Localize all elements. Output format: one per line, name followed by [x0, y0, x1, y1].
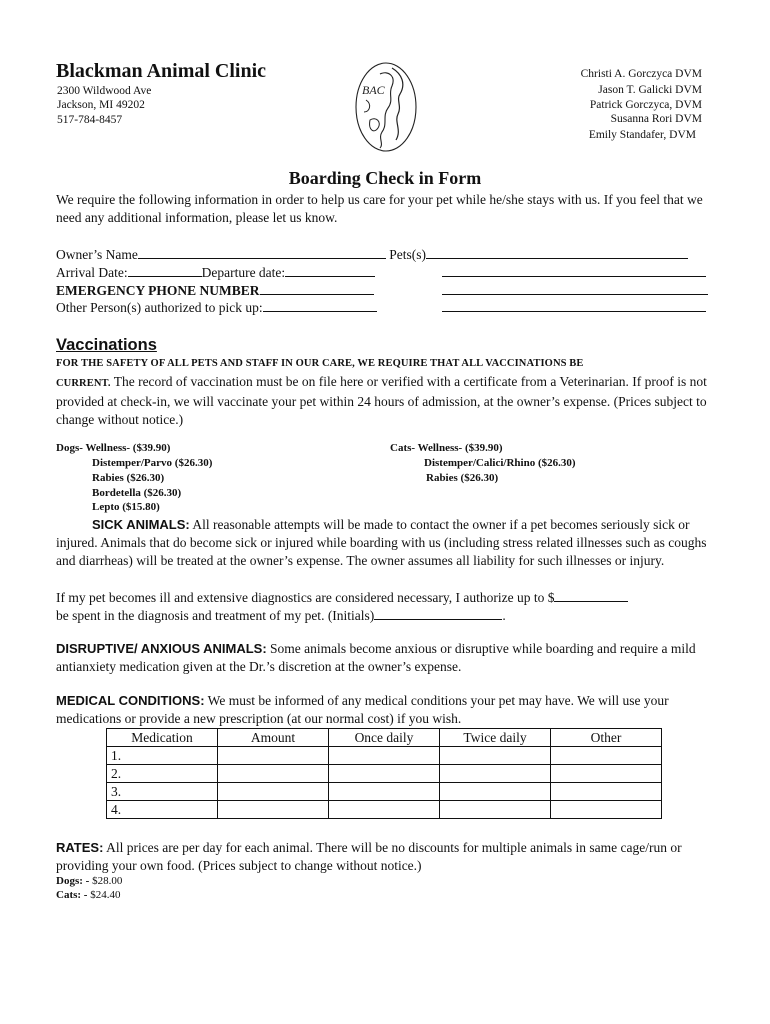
medication-cell[interactable]: 1. [107, 747, 218, 765]
other-cell[interactable] [551, 801, 662, 819]
medical-text: We must be informed of any medical conditions your pet may have. We will use your medications or provide a new prescription (at our normal cost) if you wish. [56, 693, 669, 726]
table-row [107, 783, 662, 801]
amount-cell[interactable] [218, 801, 329, 819]
vaccination-record-text: The record of vaccination must be on file here or verified with a certificate from a Veterinarian. [110, 374, 629, 389]
emergency-phone-field[interactable] [260, 281, 374, 295]
cats-rate [56, 889, 120, 901]
medication-cell[interactable]: 4. [107, 801, 218, 819]
initials-text: be spent in the diagnosis and treatment of my pet. (Initials) [56, 608, 375, 623]
initials-field[interactable] [374, 606, 502, 620]
departure-label: Departure date: [201, 265, 286, 280]
medical-heading: MEDICAL CONDITIONS: [56, 693, 205, 708]
dogs-vaccine: Bordetella ($26.30) [92, 487, 182, 499]
table-row [107, 747, 662, 765]
arrival-label: Arrival Date: [56, 265, 128, 280]
twice-daily-cell[interactable] [440, 783, 551, 801]
disruptive-heading: DISRUPTIVE/ ANXIOUS ANIMALS: [56, 641, 267, 656]
sick-animals-text: All reasonable attempts will be made to contact the owner if a pet becomes seriously sick or injured. Animals that do become sick or injured while boarding with us (including stress related illnesses such as coughs and diarrheas) will be treated at the owner’s expense. The owner assumes all liability for such illnesses or injury. [56, 517, 707, 568]
pets-field[interactable] [426, 245, 688, 259]
clinic-street: 2300 Wildwood Ave [57, 85, 152, 97]
emergency-row [56, 281, 374, 299]
logo-text: BAC [362, 83, 385, 97]
intro-text: We require the following information in order to help us care for your pet while he/she stays with us. If you feel that we need any additional information, please let us know. [56, 192, 703, 225]
rates-section [56, 839, 716, 875]
col-other: Other [551, 729, 662, 747]
authorize-row [56, 588, 628, 606]
rates-heading: RATES: [56, 840, 104, 855]
cats-rate-label: Cats: - [56, 889, 88, 901]
owner-row [56, 245, 688, 263]
other-cell[interactable] [551, 783, 662, 801]
clinic-city: Jackson, MI 49202 [57, 99, 145, 111]
medication-cell[interactable]: 3. [107, 783, 218, 801]
authorized-person-field[interactable] [263, 298, 377, 312]
disruptive-text: Some animals become anxious or disruptive while boarding and require a mild antianxiety medication given at the Dr.’s discretion at the owner’s expense. [56, 641, 696, 674]
sick-animals-section [56, 516, 716, 570]
rates-text: All prices are per day for each animal. There will be no discounts for multiple animals in same cage/run or providing your own food. (Prices subject to change without notice.) [56, 840, 682, 873]
dogs-vaccine: Distemper/Parvo ($26.30) [92, 457, 213, 469]
dogs-vaccine: Rabies ($26.30) [92, 472, 165, 484]
owner-label: Owner’s Name [56, 247, 138, 262]
vaccinations-heading: Vaccinations [56, 336, 157, 354]
table-row [107, 765, 662, 783]
authorized-label: Other Person(s) authorized to pick up: [56, 300, 263, 315]
cats-rate-price: $24.40 [90, 889, 121, 901]
initials-row [56, 606, 506, 624]
authorize-amount-field[interactable] [554, 588, 628, 602]
twice-daily-cell[interactable] [440, 765, 551, 783]
cats-vaccine: Rabies ($26.30) [426, 472, 499, 484]
other-cell[interactable] [551, 747, 662, 765]
disruptive-section [56, 640, 716, 676]
table-header-row [107, 729, 662, 747]
twice-daily-cell[interactable] [440, 747, 551, 765]
vet-name: Emily Standafer, DVM [588, 129, 696, 141]
authorize-text: If my pet becomes ill and extensive diagnostics are considered necessary, I authorize up to $ [56, 590, 555, 605]
once-daily-cell[interactable] [329, 765, 440, 783]
medical-section [56, 692, 716, 728]
vet-name: Patrick Gorczyca, DVM [589, 99, 702, 111]
form-title: Boarding Check in Form [288, 168, 482, 188]
amount-cell[interactable] [218, 783, 329, 801]
vaccination-requirement: FOR THE SAFETY OF ALL PETS AND STAFF IN OUR CARE, WE REQUIRE THAT ALL VACCINATIONS BE [56, 358, 584, 369]
medication-table [106, 728, 662, 819]
vaccination-proof-text: If proof is not provided at check-in, we will vaccinate your pet within 24 hours of admission, at the owner’s expense. (Prices subject to change without notice.) [56, 374, 707, 427]
authorized-row [56, 298, 377, 316]
pets-field-line4[interactable] [442, 298, 706, 312]
cats-vaccine: Cats- Wellness- ($39.90) [390, 442, 503, 454]
vaccination-text [56, 373, 716, 429]
clinic-phone: 517-784-8457 [57, 114, 123, 126]
col-amount: Amount [218, 729, 329, 747]
arrival-date-field[interactable] [128, 263, 202, 277]
vet-name: Susanna Rori DVM [610, 113, 702, 125]
vet-name: Jason T. Galicki DVM [598, 84, 702, 96]
dogs-rate [56, 875, 122, 887]
medication-cell[interactable]: 2. [107, 765, 218, 783]
dogs-vaccine: Dogs- Wellness- ($39.90) [56, 442, 171, 454]
once-daily-cell[interactable] [329, 801, 440, 819]
pets-field-line2[interactable] [442, 263, 706, 277]
emergency-label: EMERGENCY PHONE NUMBER [56, 283, 260, 298]
clinic-logo [352, 60, 420, 154]
twice-daily-cell[interactable] [440, 801, 551, 819]
vet-name: Christi A. Gorczyca DVM [580, 68, 702, 80]
period: . [502, 608, 506, 623]
once-daily-cell[interactable] [329, 747, 440, 765]
amount-cell[interactable] [218, 747, 329, 765]
dogs-rate-price: $28.00 [92, 875, 123, 887]
clinic-name: Blackman Animal Clinic [56, 60, 267, 82]
dogs-rate-label: Dogs: - [56, 875, 90, 887]
sick-animals-heading: SICK ANIMALS: [92, 517, 190, 532]
col-once-daily: Once daily [329, 729, 440, 747]
pets-label: Pets(s) [389, 247, 426, 262]
amount-cell[interactable] [218, 765, 329, 783]
vaccination-current: CURRENT. [56, 378, 111, 389]
pets-field-line3[interactable] [442, 281, 708, 295]
departure-date-field[interactable] [285, 263, 375, 277]
cats-vaccine: Distemper/Calici/Rhino ($26.30) [424, 457, 576, 469]
owner-name-field[interactable] [138, 245, 386, 259]
dogs-vaccine: Lepto ($15.80) [92, 501, 160, 513]
dates-row [56, 263, 375, 281]
table-row [107, 801, 662, 819]
col-twice-daily: Twice daily [440, 729, 551, 747]
other-cell[interactable] [551, 765, 662, 783]
col-medication: Medication [107, 729, 218, 747]
once-daily-cell[interactable] [329, 783, 440, 801]
